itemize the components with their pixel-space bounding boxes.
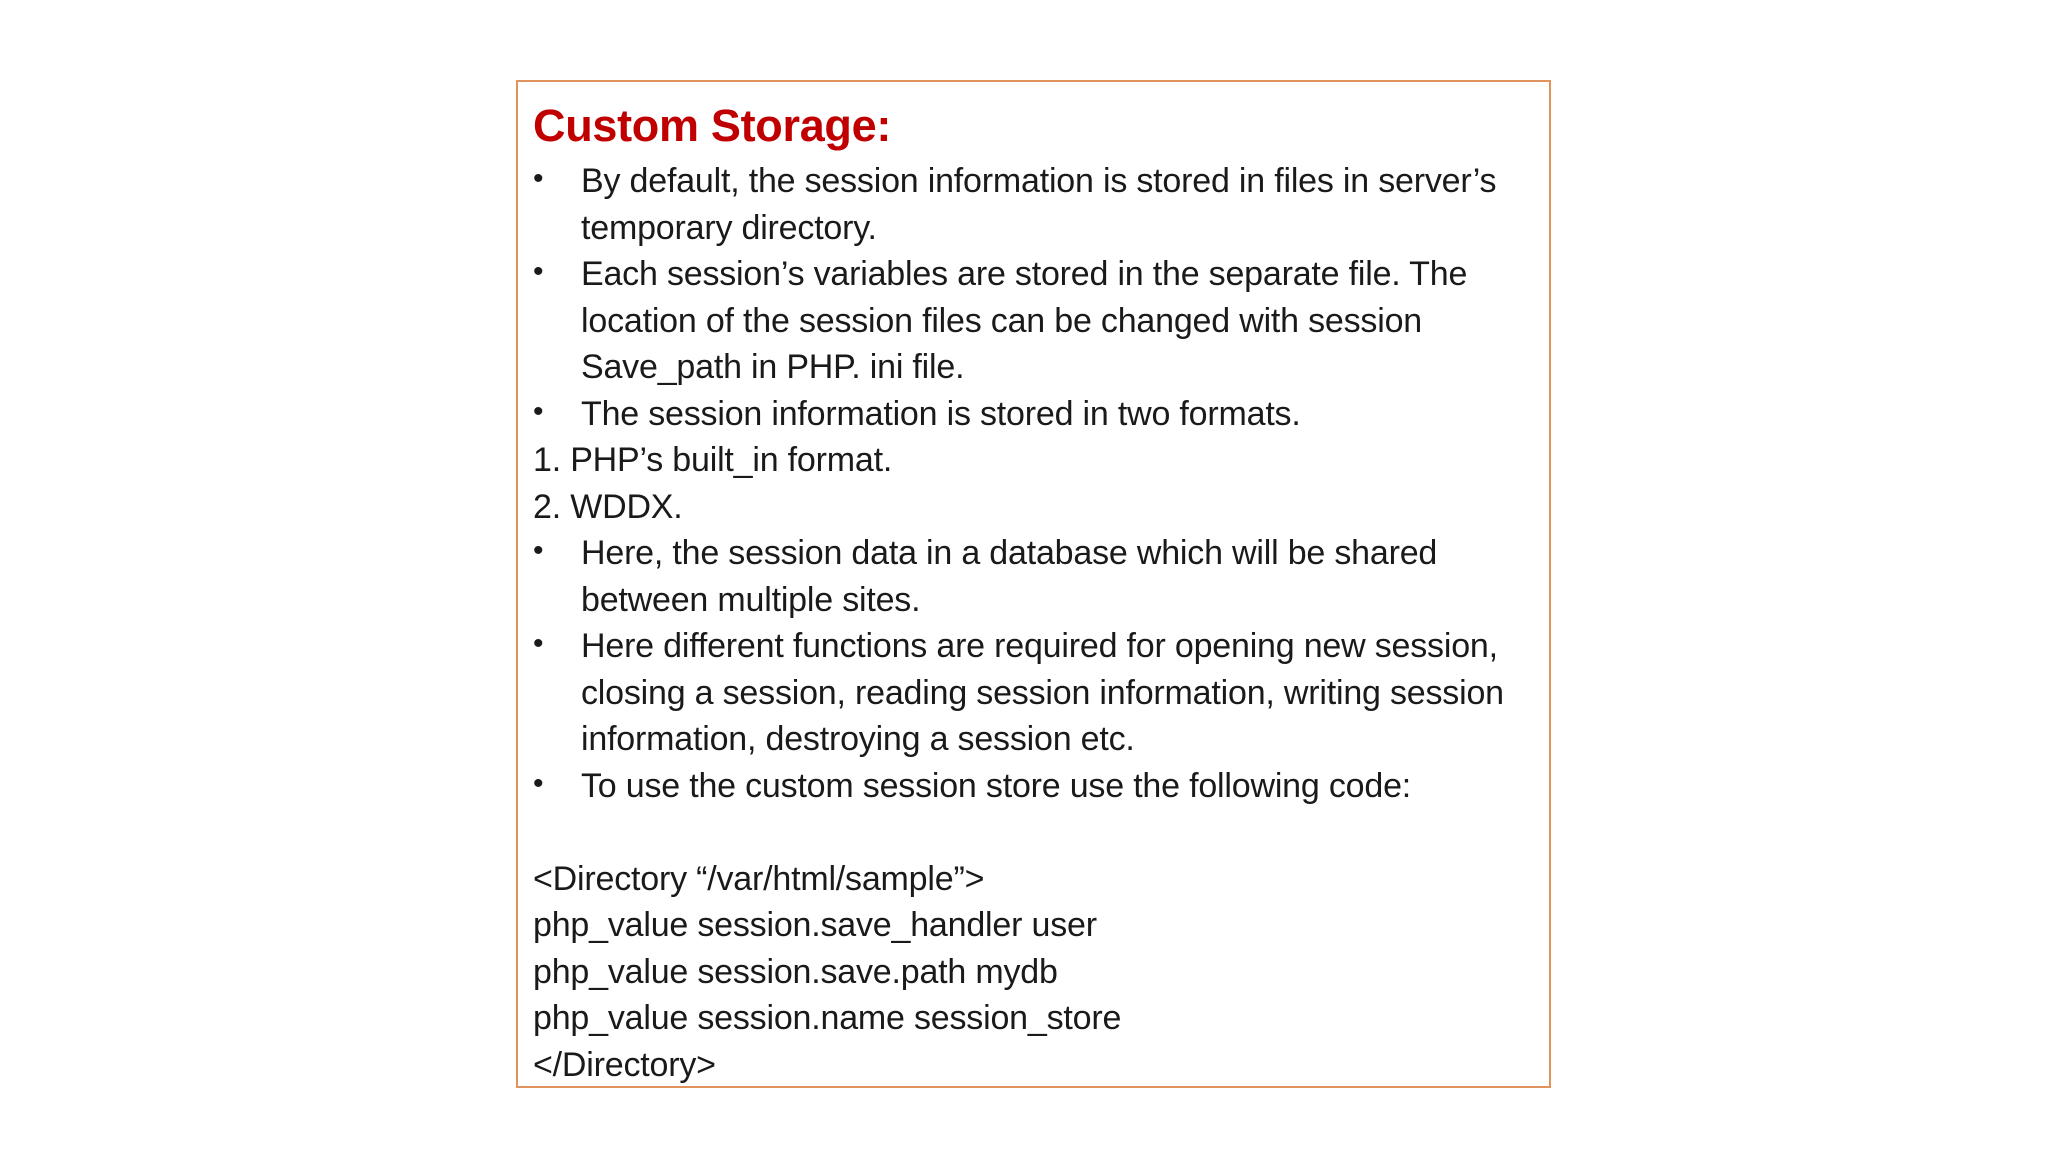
list-item-text: Here, the session data in a database which will be shared between multiple sites. <box>581 534 1438 619</box>
code-block <box>533 856 1535 1089</box>
list-item-text: By default, the session information is stored in files in server’s temporary directory. <box>581 162 1497 247</box>
slide-content <box>533 158 1535 1088</box>
list-item-text: Each session’s variables are stored in the separate file. The location of the session files can be changed with session Save_path in PHP. ini file. <box>581 255 1468 386</box>
bullet-icon: • <box>533 627 544 660</box>
content-box <box>516 80 1551 1088</box>
code-line: php_value session.save_handler user <box>533 906 1097 944</box>
bullet-icon: • <box>533 255 544 288</box>
list-item-default-storage <box>533 158 1535 251</box>
bullet-icon: • <box>533 394 544 428</box>
code-line: <Directory “/var/html/sample”> <box>533 859 985 898</box>
code-line: php_value session.name session_store <box>533 999 1122 1037</box>
slide-title: Custom Storage: <box>533 100 892 151</box>
list-item-custom-store <box>533 763 1535 810</box>
list-item-functions <box>533 623 1535 763</box>
list-item-two-formats <box>533 391 1535 438</box>
list-item-text: The session information is stored in two formats. <box>581 394 1301 433</box>
list-item-text: Here different functions are required for opening new session, closing a session, reading session information, writing session information, destroying a session etc. <box>581 627 1504 758</box>
bullet-icon: • <box>533 534 544 567</box>
numbered-item-builtin-format: 1. PHP’s built_in format. <box>533 441 893 479</box>
code-line: php_value session.save.path mydb <box>533 952 1058 991</box>
bullet-icon: • <box>533 162 544 195</box>
bullet-icon: • <box>533 766 544 800</box>
blank-line <box>533 809 1535 856</box>
list-item-text: To use the custom session store use the following code: <box>581 766 1412 805</box>
numbered-item-wddx: 2. WDDX. <box>533 487 683 526</box>
code-line: </Directory> <box>533 1045 716 1084</box>
list-item-separate-file <box>533 251 1535 391</box>
list-item-database <box>533 530 1535 623</box>
